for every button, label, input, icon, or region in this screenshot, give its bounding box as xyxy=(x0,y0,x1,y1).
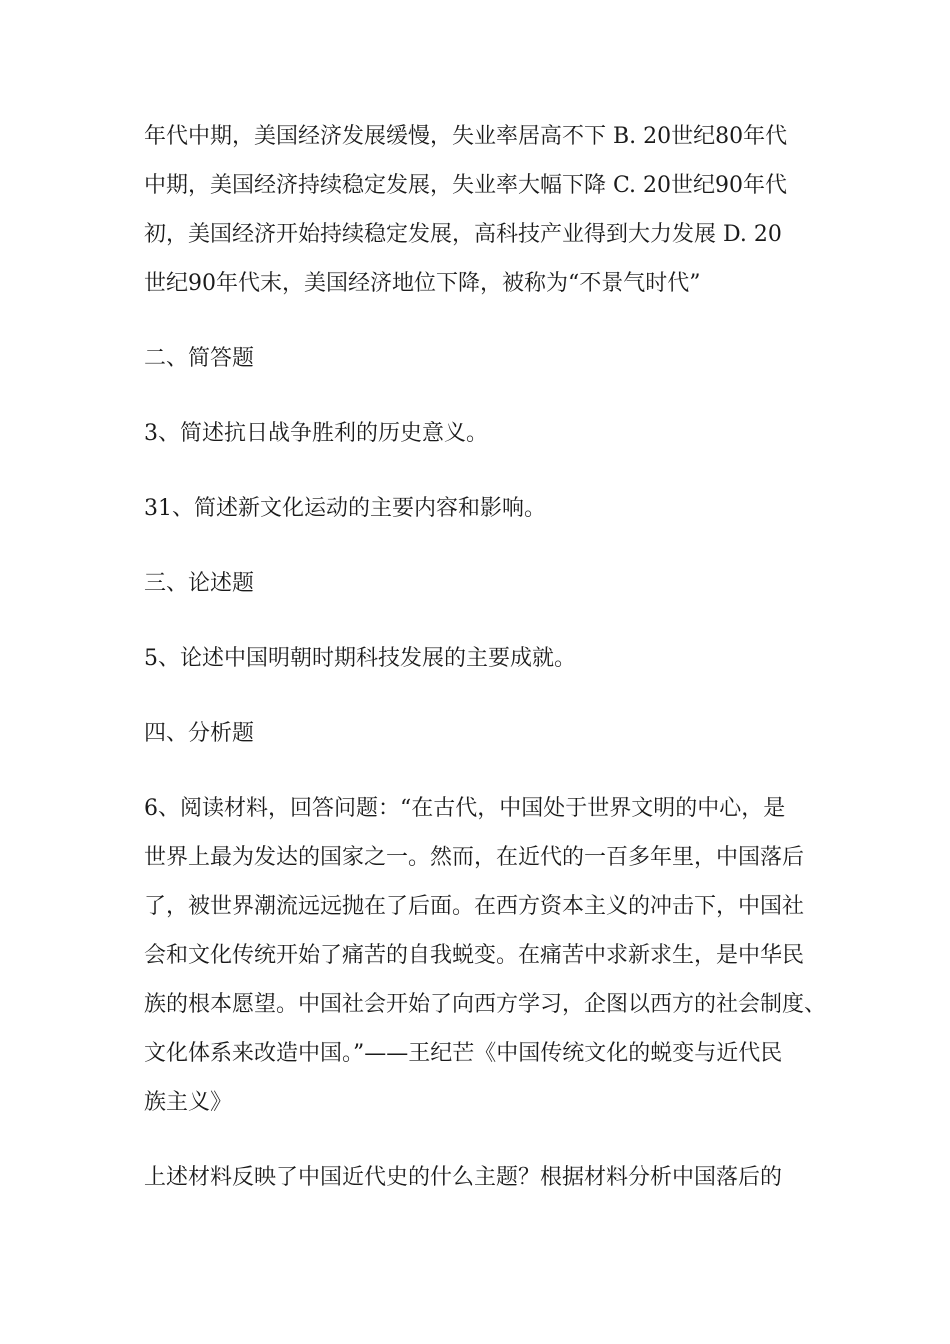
question-31: 31、简述新文化运动的主要内容和影响。 xyxy=(144,496,546,521)
section-heading-analysis: 四、分析题 xyxy=(144,721,255,746)
text-line: 了，被世界潮流远远抛在了后面。在西方资本主义的冲击下，中国社 xyxy=(144,894,805,919)
text-line: 族的根本愿望。中国社会开始了向西方学习，企图以西方的社会制度、 xyxy=(144,992,827,1017)
text-line: 初，美国经济开始持续稳定发展，高科技产业得到大力发展 D. 20 xyxy=(144,222,782,247)
question-2-options xyxy=(144,112,808,308)
text-line: 文化体系来改造中国。”——王纪芒《中国传统文化的蜕变与近代民 xyxy=(144,1041,783,1066)
text-line: 中期，美国经济持续稳定发展，失业率大幅下降 C. 20世纪90年代 xyxy=(144,173,788,198)
section-heading-essay: 三、论述题 xyxy=(144,571,255,596)
text-line: 世纪90年代末，美国经济地位下降，被称为“不景气时代” xyxy=(144,271,701,296)
text-line: 年代中期，美国经济发展缓慢，失业率居高不下 B. 20世纪80年代 xyxy=(144,124,788,149)
text-line: 6、阅读材料，回答问题：“在古代，中国处于世界文明的中心，是 xyxy=(144,796,786,821)
section-heading-short-answer: 二、简答题 xyxy=(144,346,255,371)
question-6-material xyxy=(144,784,827,1127)
question-6-prompt: 上述材料反映了中国近代史的什么主题？根据材料分析中国落后的 xyxy=(144,1165,783,1190)
text-line: 世界上最为发达的国家之一。然而，在近代的一百多年里，中国落后 xyxy=(144,845,805,870)
document-page xyxy=(144,112,827,1202)
question-3: 3、简述抗日战争胜利的历史意义。 xyxy=(144,421,488,446)
text-line: 族主义》 xyxy=(144,1090,233,1115)
text-line: 会和文化传统开始了痛苦的自我蜕变。在痛苦中求新求生，是中华民 xyxy=(144,943,805,968)
question-5: 5、论述中国明朝时期科技发展的主要成就。 xyxy=(144,646,576,671)
